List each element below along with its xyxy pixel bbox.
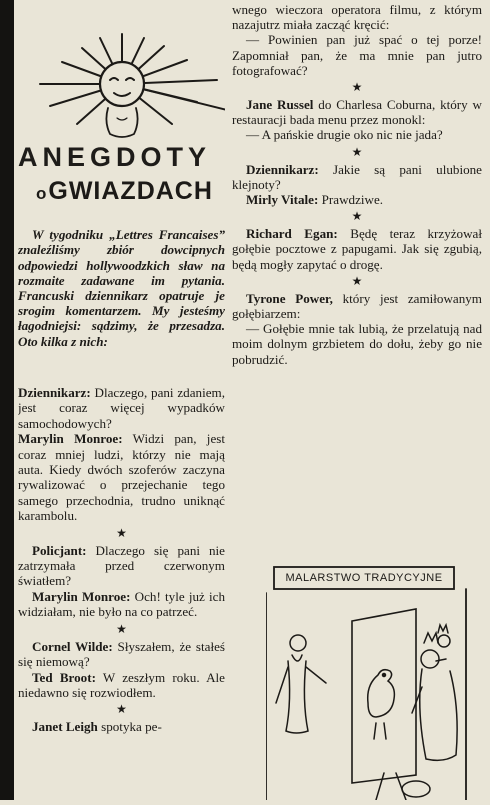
star-separator: ★ — [351, 273, 363, 288]
anecdote-line — [18, 589, 225, 620]
speaker: Marylin Monroe: — [32, 588, 131, 604]
speaker: Dziennikarz: — [246, 161, 319, 177]
quote: W zeszłym roku. Ale niedawno się rozwiodłem. — [18, 669, 225, 700]
speaker: Dziennikarz: — [18, 385, 91, 400]
star-separator: ★ — [351, 209, 363, 224]
left-anecdotes — [18, 385, 225, 735]
anecdote-line — [18, 543, 225, 589]
quote: Dlaczego, pani zdaniem, jest coraz więcej wypadków samochodowych? — [18, 385, 225, 431]
anecdote-line — [232, 321, 482, 367]
article-title-o: o — [36, 184, 47, 203]
star-separator: ★ — [351, 144, 363, 159]
quote: który jest zamiłowanym gołębiarzem: — [232, 290, 482, 322]
star-separator: ★ — [116, 702, 127, 717]
anecdote-line — [232, 226, 482, 272]
anecdote-line — [232, 97, 482, 127]
anecdote-line — [18, 431, 225, 523]
quote: Słyszałem, że stałeś się niemową? — [18, 638, 225, 670]
quote: spotyka pe- — [97, 719, 162, 735]
right-column — [232, 0, 482, 560]
speaker: Richard Egan: — [246, 226, 338, 242]
anecdote-line — [18, 639, 225, 670]
anecdote-line — [18, 385, 225, 431]
quote: — A pańskie drugie oko nic nie jada? — [246, 127, 443, 143]
speaker: Jane Russel — [246, 97, 314, 113]
anecdote-line — [232, 192, 482, 207]
anecdote-line — [18, 670, 225, 701]
speaker: Marylin Monroe: — [18, 431, 123, 447]
speaker: Ted Broot: — [32, 669, 96, 685]
quote: Widzi pan, jest coraz mniej ludzi, którzy nie mają auta. Kiedy dwóch szoferów zaczyna rywalizować o przejechanie tego samego przechodnia, trudno uniknąć karambolu. — [18, 431, 225, 524]
left-column — [18, 0, 225, 800]
quote: Jakie są pani ulubione klejnoty? — [232, 161, 482, 192]
speaker: Janet Leigh — [32, 719, 98, 735]
quote: Dlaczego się pani nie zatrzymała przed czerwonym światłem? — [18, 542, 225, 589]
anecdote-line — [232, 32, 482, 78]
star-separator: ★ — [351, 80, 363, 95]
quote: — Powinien pan już spać o tej porze! Zapomniał pan, że ma mnie pan jutro fotografować? — [232, 32, 482, 78]
quote: Prawdziwe. — [318, 192, 384, 208]
star-separator: ★ — [116, 525, 127, 540]
anecdote-line — [232, 2, 482, 32]
anecdote-line — [18, 719, 225, 734]
sun-star-illustration — [22, 32, 225, 142]
anecdote-line — [232, 127, 482, 142]
speaker: Cornel Wilde: — [32, 638, 113, 654]
speaker: Policjant: — [32, 542, 87, 558]
quote: Och! tyle już ich widziałam, nie było na co patrzeć. — [18, 588, 225, 620]
article-title-line2 — [36, 177, 225, 206]
speaker: Mirly Vitale: — [246, 192, 319, 208]
speaker: Tyrone Power, — [246, 290, 333, 306]
article-title-gwiazdach: GWIAZDACH — [48, 177, 213, 205]
anecdote-line — [232, 291, 482, 321]
article-intro: W tygodniku „Lettres Francaises” znaleźliśmy zbiór dowcipnych odpowiedzi hollywoodzkich sław na rozmaite zadawane im pytania. Francuski dziennikarz opatruje je srogim komentarzem. My jesteśmy łagodniejsi: sądzimy, że przesadza. Oto kilka z nich: — [18, 227, 225, 349]
quote: wnego wieczora operatora filmu, z którym nazajutrz miała zacząć kręcić: — [232, 2, 482, 33]
cartoon-caption: MALARSTWO TRADYCYJNE — [285, 572, 443, 584]
page-edge-bar — [0, 0, 14, 800]
cartoon-illustration — [266, 563, 468, 800]
anecdote-line — [232, 162, 482, 192]
quote: do Charlesa Coburna, który w restauracji bada menu przez monokl: — [232, 97, 482, 128]
cartoon-drawing — [266, 563, 468, 800]
quote: — Gołębie mnie tak lubią, że przelatują nad moim dolnym grzbietem do dołu, żeby go nie pobrudzić. — [232, 321, 482, 367]
star-separator: ★ — [116, 621, 127, 636]
article-title-line1: ANEGDOTY — [18, 142, 212, 172]
quote: Będę teraz krzyżował gołębie pocztowe z papugami. Jak się zgubią, będą mogły zapytać o drogę. — [232, 226, 482, 272]
right-anecdotes — [232, 2, 482, 367]
